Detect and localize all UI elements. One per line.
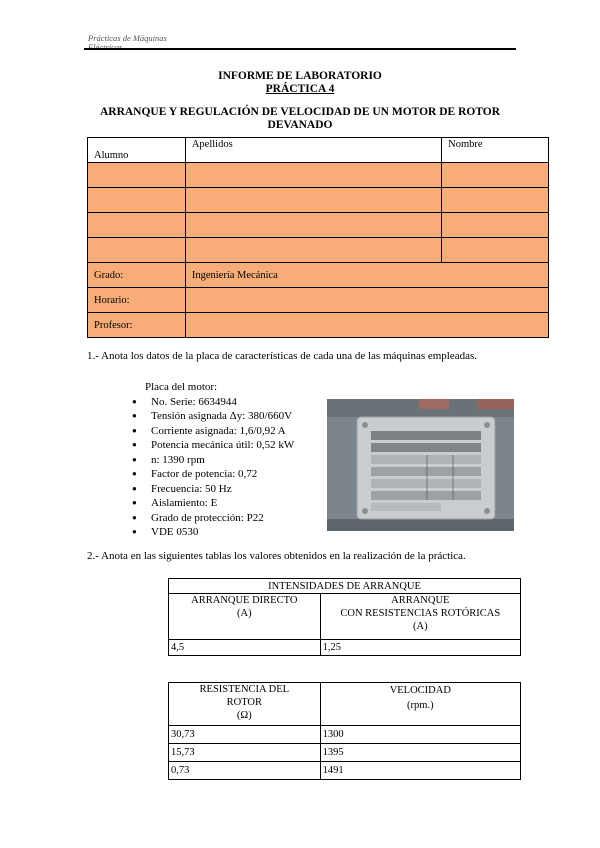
resistance-value[interactable]: 0,73 [169, 762, 321, 780]
profesor-label: Profesor: [88, 313, 186, 338]
profesor-row [88, 313, 549, 338]
student-row [88, 238, 549, 263]
plate-item-frequency: ● Frecuencia: 50 Hz [132, 482, 294, 497]
student-row [88, 188, 549, 213]
rotor-resistance-header-text2: ROTOR [226, 697, 263, 708]
table-header-row [169, 683, 521, 726]
plate-item-serial: ● No. Serie: 6634944 [132, 395, 294, 410]
plate-item-current: ● Corriente asignada: 1,6/0,92 A [132, 424, 294, 439]
horario-value[interactable] [185, 288, 548, 313]
plate-item-standard: ● VDE 0530 [132, 525, 294, 540]
alumno-cell[interactable] [88, 163, 186, 188]
grado-row [88, 263, 549, 288]
plate-item-protection: ● Grado de protección: P22 [132, 511, 294, 526]
practice-title: ARRANQUE Y REGULACIÓN DE VELOCIDAD DE UN MOTOR DE ROTOR [99, 106, 501, 118]
apellidos-cell[interactable] [185, 238, 441, 263]
rotor-resistance-header-text: RESISTENCIA DEL [199, 684, 290, 695]
question-2: 2.- Anota en las siguientes tablas los valores obtenidos en la realización de la práctica. [87, 550, 466, 562]
resistance-value[interactable]: 15,73 [169, 744, 321, 762]
rotor-resistance-unit: (Ω) [236, 710, 252, 721]
student-row [88, 213, 549, 238]
resistor-start-header [320, 594, 520, 640]
table-row [169, 726, 521, 744]
speed-value[interactable]: 1491 [320, 762, 520, 780]
speed-header-text: VELOCIDAD [389, 685, 451, 696]
alumno-cell[interactable] [88, 188, 186, 213]
table-row [169, 762, 521, 780]
question-1: 1.- Anota los datos de la placa de características de cada una de las máquinas empleadas. [87, 350, 478, 362]
apellidos-header: Apellidos [185, 138, 441, 163]
report-title: INFORME DE LABORATORIO [218, 70, 382, 82]
direct-start-header-text: ARRANQUE DIRECTO [191, 595, 298, 606]
plate-item-insulation: ● Aislamiento: E [132, 496, 294, 511]
table-row [169, 744, 521, 762]
direct-start-value[interactable]: 4,5 [169, 640, 321, 656]
course-header-line1: Prácticas de Máquinas [88, 33, 167, 43]
rotor-speed-table [168, 682, 521, 780]
nombre-cell[interactable] [442, 188, 549, 213]
alumno-cell[interactable] [88, 213, 186, 238]
apellidos-cell[interactable] [185, 213, 441, 238]
speed-unit: (rpm.) [407, 700, 434, 711]
speed-value[interactable]: 1300 [320, 726, 520, 744]
starting-current-table [168, 578, 521, 656]
speed-header [320, 683, 520, 726]
nombre-cell[interactable] [442, 238, 549, 263]
plate-item-power-factor: ● Factor de potencia: 0,72 [132, 467, 294, 482]
resistor-start-value[interactable]: 1,25 [320, 640, 520, 656]
horario-label: Horario: [88, 288, 186, 313]
grado-value[interactable]: Ingeniería Mecánica [185, 263, 548, 288]
nombre-cell[interactable] [442, 163, 549, 188]
nombre-cell[interactable] [442, 213, 549, 238]
alumno-header: Alumno [88, 138, 186, 163]
horario-row [88, 288, 549, 313]
practice-title-line2: DEVANADO [267, 119, 333, 131]
plate-item-voltage: ● Tensión asignada Δy: 380/660V [132, 409, 294, 424]
direct-start-unit: (A) [237, 608, 252, 619]
nombre-header: Nombre [442, 138, 549, 163]
direct-start-header [169, 594, 321, 640]
apellidos-cell[interactable] [185, 163, 441, 188]
resistance-value[interactable]: 30,73 [169, 726, 321, 744]
table-header-row [169, 594, 521, 640]
course-header-line2: Eléctricas [88, 42, 123, 52]
plate-item-speed: ● n: 1390 rpm [132, 453, 294, 468]
student-header-row [88, 138, 549, 163]
profesor-value[interactable] [185, 313, 548, 338]
table-title-row [169, 579, 521, 594]
speed-value[interactable]: 1395 [320, 744, 520, 762]
motor-nameplate-photo [327, 399, 514, 531]
starting-current-title: INTENSIDADES DE ARRANQUE [169, 579, 521, 594]
student-row [88, 163, 549, 188]
header-divider [84, 48, 516, 50]
motor-plate-data [132, 380, 294, 540]
motor-plate-title: Placa del motor: [145, 381, 218, 393]
plate-item-power: ● Potencia mecánica útil: 0,52 kW [132, 438, 294, 453]
alumno-cell[interactable] [88, 238, 186, 263]
grado-label: Grado: [88, 263, 186, 288]
resistor-start-header-text2: CON RESISTENCIAS ROTÓRICAS [340, 608, 501, 619]
apellidos-cell[interactable] [185, 188, 441, 213]
rotor-resistance-header [169, 683, 321, 726]
student-info-table [87, 137, 549, 338]
resistor-start-unit: (A) [413, 621, 428, 632]
resistor-start-header-text: ARRANQUE [391, 595, 450, 606]
motor-plate-list [132, 395, 294, 540]
practice-number: PRÁCTICA 4 [265, 83, 335, 95]
table-row [169, 640, 521, 656]
